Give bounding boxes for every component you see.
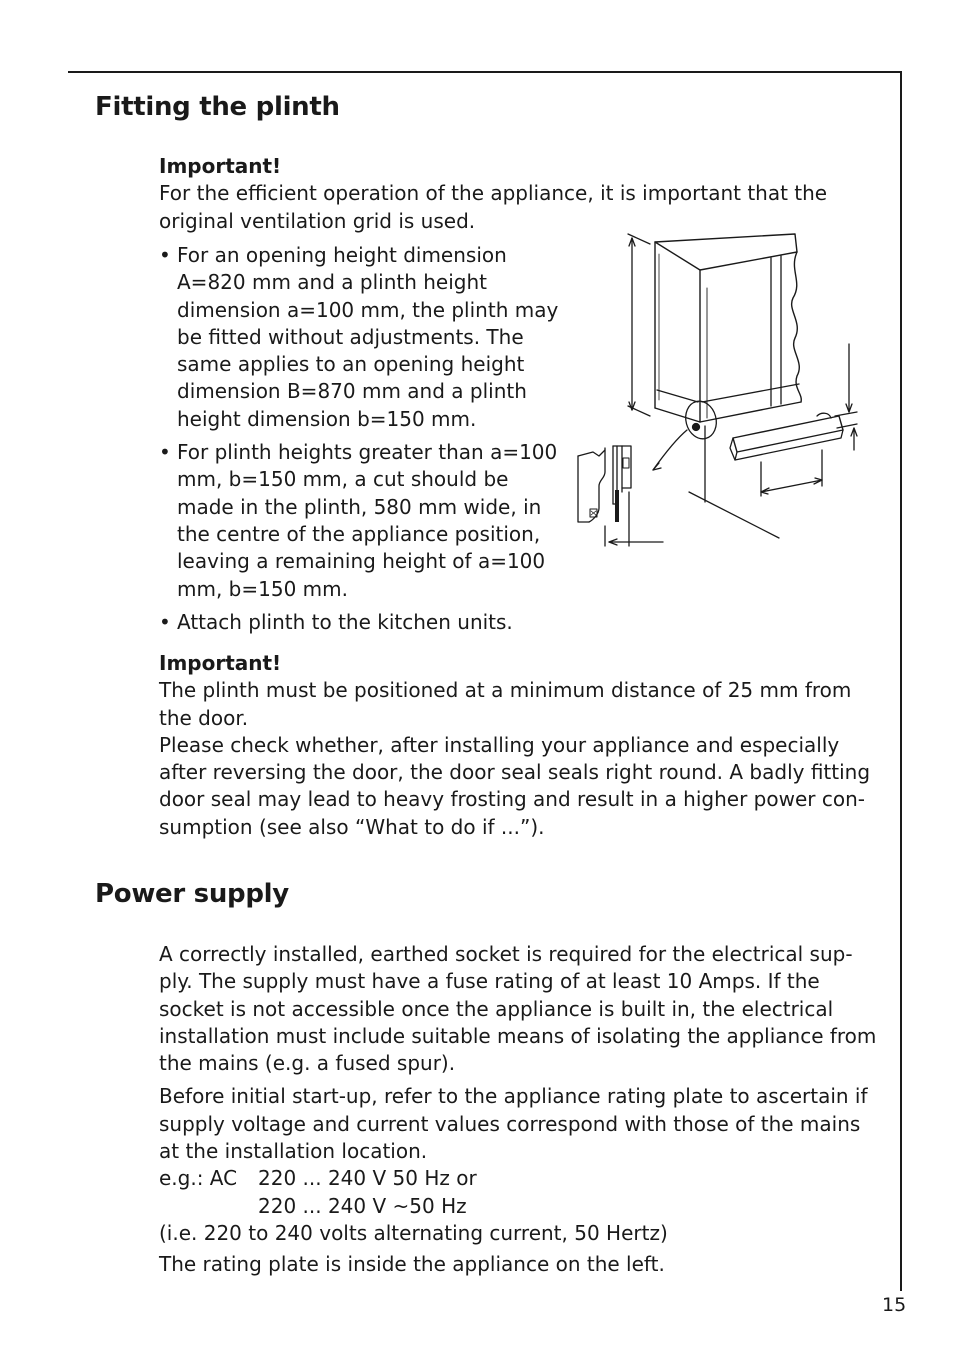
top-rule [68,71,902,73]
rating-plate-location-text: The rating plate is inside the appliance on the left. [159,1252,665,1277]
important-note-plinth-distance [159,650,884,841]
heading-power-supply: Power supply [95,879,289,909]
right-margin-rule [900,71,902,1291]
rating-plate-check-text: Before initial start-up, refer to the appliance rating plate to ascertain if supply voltage and current values correspond with those of the mains at the installation location. [159,1084,868,1164]
eg-spacer [159,1193,258,1220]
power-supply-body [159,941,884,1279]
voltage-line-1: 220 ... 240 V 50 Hz or [258,1166,477,1191]
voltage-example-continued [159,1193,884,1220]
voltage-line-2: 220 ... 240 V ~50 Hz [258,1193,467,1218]
ventilation-text: For the efficient operation of the appliance, it is important that the original ventilation grid is used. [159,181,828,233]
bullet-text: For plinth heights greater than a=100 mm, b=150 mm, a cut should be made in the plinth, 580 mm wide, in the centre of the appliance position, leaving a remaining height of a=100 mm, b=150 mm. [177,440,558,601]
plinth-bar-illustration [730,413,843,460]
bullet-text: Attach plinth to the kitchen units. [177,609,513,634]
bullet-icon: • [159,243,171,267]
plinth-fitting-diagram [575,230,865,550]
bullet-text: For an opening height dimension A=820 mm and a plinth height dimension a=100 mm, the plinth may be fitted without adjustments. The same applies to an opening height dimension B=870 mm and a plinth height dimension b=150 mm. [177,243,559,431]
plinth-height-dimension [835,344,857,450]
page-number: 15 [882,1294,907,1316]
heading-fitting-the-plinth: Fitting the plinth [95,92,340,122]
plinth-bullet-list [159,242,569,642]
voltage-example [159,1165,884,1192]
door-seal-text: Please check whether, after installing your appliance and especially after reversing the door, the door seal seals right round. A badly fitting door seal may lead to heavy frosting and result in a higher power con-sumption (see also “What to do if ...”). [159,732,871,839]
eg-label: e.g.: AC [159,1166,238,1191]
height-dimension-a [628,234,650,416]
socket-requirements-text: A correctly installed, earthed socket is required for the electrical sup-ply. The supply must have a fuse rating of at least 10 Amps. If the socket is not accessible once the appliance is built in, the electrical installation must include suitable means of isolating the appliance from the mains (e.g. a fused spur). [159,942,877,1076]
hinge-detail-illustration [578,446,663,546]
list-item [159,242,569,433]
detail-callout [653,398,720,470]
ie-explanation-text: (i.e. 220 to 240 volts alternating current, 50 Hertz) [159,1220,668,1245]
list-item [159,609,569,636]
important-label: Important! [159,651,282,675]
bullet-icon: • [159,440,171,465]
bullet-icon: • [159,609,171,634]
list-item [159,439,569,603]
important-note-ventilation [159,153,859,235]
appliance-cabinet-illustration [655,234,801,422]
plinth-width-dimension [761,450,822,496]
important-label: Important! [159,154,282,178]
plinth-distance-text: The plinth must be positioned at a minimum distance of 25 mm from the door. [159,678,852,730]
